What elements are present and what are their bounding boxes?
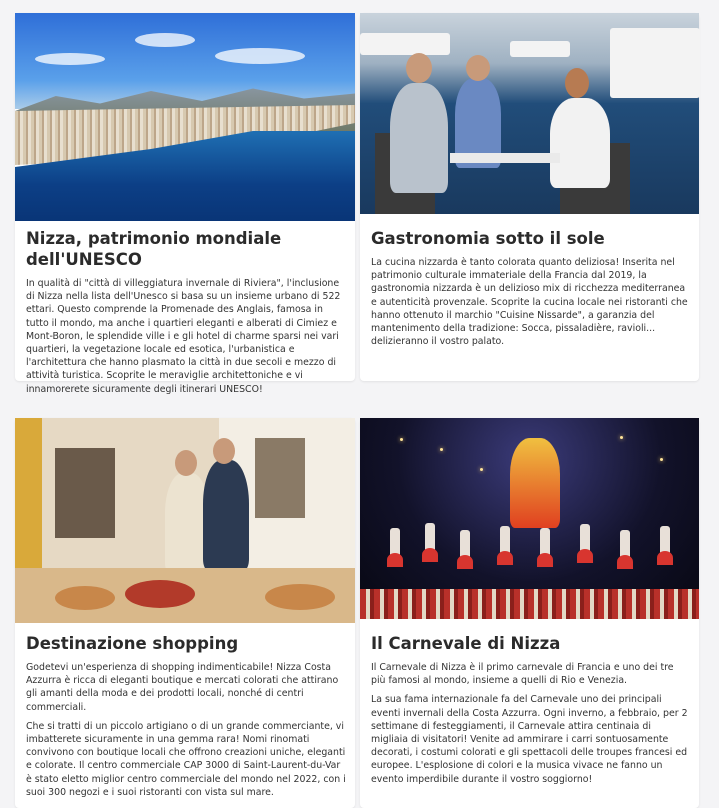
card-paragraph: In qualità di "città di villeggiatura invernale di Riviera", l'inclusione di Nizza nella lista dell'Unesco si basa su un insieme urbano di 522 ettari. Questo comprende la Promenade des Anglais, famosa in tutto il mondo, ma anche i quartieri eleganti e alberati di Cimiez e Mont-Boron, le splendide ville i e gli hotel di charme sparsi nei vari quartieri, la vegetazione locale ed esotica, l'urbanistica e l'architettura che hanno plasmato la città in due secoli e mezzo di attività turistica. Scoprite le meraviglie architettoniche e vi innamorerete sicuramente degli itinerari UNESCO!: [26, 278, 341, 395]
card-gastronomy[interactable]: [360, 13, 699, 381]
card-body: [15, 270, 355, 396]
card-paragraph: Che si tratti di un piccolo artigiano o di un grande commerciante, vi imbatterete sicuramente in una gemma rara! Nomi rinomati convivono con boutique locali che offrono creazioni uniche, eleganti e colorate. Il centro commerciale CAP 3000 di Saint-Laurent-du-Var è stato eletto miglior centro commerciale del mondo nel 2022, con i suoi 300 negozi e i suoi ristoranti con vista sul mare.: [26, 720, 346, 798]
card-unesco[interactable]: [15, 13, 355, 395]
card-title[interactable]: Destinazione shopping: [26, 634, 239, 653]
card-paragraph: Godetevi un'esperienza di shopping indimenticabile! Nizza Costa Azzurra è ricca di eleganti boutique e mercati colorati che attirano gli amanti della moda e dei prodotti locali, nonché di centri commerciali.: [26, 662, 339, 713]
card-image-nice-coast[interactable]: [15, 13, 355, 214]
card-body: [360, 654, 699, 786]
card-title[interactable]: Il Carnevale di Nizza: [371, 634, 561, 653]
card-image-harbour-cafe[interactable]: [360, 13, 699, 214]
card-paragraph: La sua fama internazionale fa del Carnevale uno dei principali eventi invernali della Costa Azzurra. Ogni inverno, a febbraio, per 2 settimane di festeggiamenti, il Carnevale attira centinaia di migliaia di visitatori! Venite ad ammirare i carri sontuosamente decorati, i costumi colorati e gli spettacoli delle troupes francesi ed europee. L'esplosione di colori e la musica vivace ne fanno un evento imperdibile durante il vostro soggiorno!: [371, 694, 688, 785]
cards-grid: [15, 13, 699, 808]
card-body: [360, 249, 699, 348]
card-shopping[interactable]: [15, 418, 355, 808]
card-paragraph: Il Carnevale di Nizza è il primo carnevale di Francia e uno dei tre più famosi al mondo, insieme a quelli di Rio e Venezia.: [371, 662, 674, 687]
card-title[interactable]: Nizza, patrimonio mondiale dell'UNESCO: [26, 229, 282, 269]
card-paragraph: La cucina nizzarda è tanto colorata quanto deliziosa! Inserita nel patrimonio culturale immateriale della Francia dal 2019, la gastronomia nizzarda è un delizioso mix di ricchezza mediterranea e autenticità provenzale. Scoprite la cucina locale nei ristoranti che hanno ottenuto il marchio "Cuisine Nissarde", a garanzia del mantenimento della tradizione: Socca, pissaladière, ravioli... delizieranno il vostro palato.: [371, 257, 688, 348]
card-carnival[interactable]: [360, 418, 699, 808]
card-title[interactable]: Gastronomia sotto il sole: [371, 229, 605, 248]
card-image-carnival[interactable]: [360, 418, 699, 619]
card-image-shopping[interactable]: [15, 418, 355, 619]
card-body: [15, 654, 355, 799]
